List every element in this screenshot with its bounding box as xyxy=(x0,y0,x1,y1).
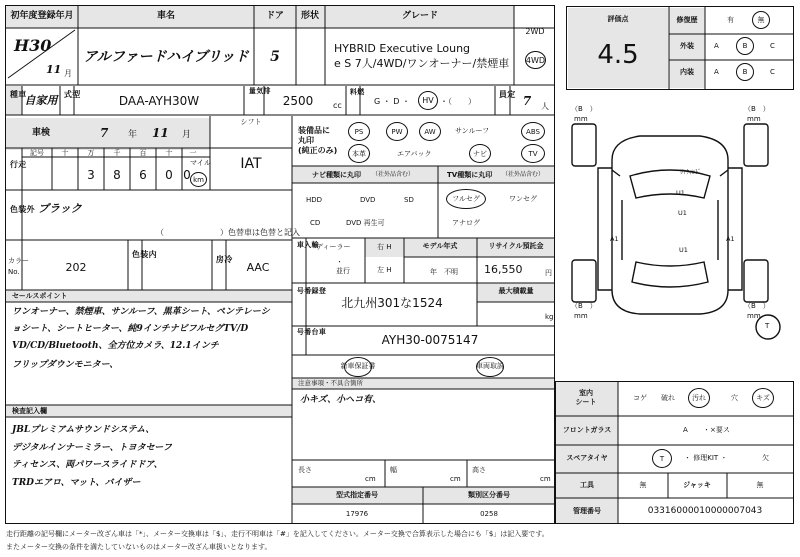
spare-t-circled xyxy=(652,449,672,468)
windshield-label: フロントガラス xyxy=(562,426,612,434)
tools-value: 無 xyxy=(639,481,647,489)
jack-label: ジャッキ xyxy=(683,481,711,489)
equip-abs-text: ABS xyxy=(526,127,540,136)
repair-yes: 有 xyxy=(727,16,734,24)
2wd-option: 2WD xyxy=(525,27,545,36)
equip-tv xyxy=(521,144,545,163)
first-reg-month-unit: 月 xyxy=(64,69,72,78)
equip-abs xyxy=(521,122,545,141)
sales-point-line: ョシート、シートヒーター、純9インチナビフルセグTV/D xyxy=(12,324,249,334)
fuel-options: G ・ D ・ xyxy=(374,97,410,106)
tire-label: （B ） xyxy=(571,105,597,113)
cc-unit: cc xyxy=(333,101,342,110)
persons-unit: 人 xyxy=(541,102,549,111)
damage-label: A1 xyxy=(610,235,619,243)
car-name: アルファードハイブリッド xyxy=(83,49,249,65)
shaken-month: 11 xyxy=(152,126,169,140)
score-label: 評価点 xyxy=(607,15,629,23)
type-no-label: 型式指定番号 xyxy=(336,491,378,499)
length-unit: cm xyxy=(365,475,376,483)
spare-t-text: T xyxy=(659,454,665,463)
seat-scratch-text: キズ xyxy=(756,394,770,402)
spare-label: スペアタイヤ xyxy=(566,454,608,462)
cooler-value: AAC xyxy=(246,261,270,274)
tv-oneseg: ワンセグ xyxy=(509,195,537,203)
recycle-fee: 16,550 xyxy=(484,263,523,276)
damage-label: U1 xyxy=(676,189,685,197)
reg-no-label: 登 録 番 号 xyxy=(296,287,327,294)
notes-value: 小キズ、小ヘコ有、 xyxy=(300,395,382,405)
mileage-digit: 0 xyxy=(183,168,191,182)
equip-pw-text: PW xyxy=(391,127,403,136)
tv-note: （社外品含む） xyxy=(502,171,545,178)
shift-value: IAT xyxy=(240,156,262,172)
repair-no-circled xyxy=(752,11,770,29)
chassis-label: 車 台 番 号 xyxy=(296,328,327,335)
model-year-unknown: 年 不明 xyxy=(430,268,458,276)
mileage-digit: 0 xyxy=(165,168,173,182)
navi-note: （社外品含む） xyxy=(372,171,415,178)
equip-ps xyxy=(348,122,370,141)
windshield-replace: ・×要ス xyxy=(703,426,730,434)
spare-tire-t: T xyxy=(765,322,770,330)
color-label: 外 装 色 xyxy=(9,205,36,213)
tire-label: （B ） xyxy=(744,105,770,113)
type-no-value: 17976 xyxy=(345,510,369,518)
shaken-month-unit: 月 xyxy=(182,130,192,140)
sales-point-line: フリップダウンモニター、 xyxy=(12,360,119,370)
yen-unit: 円 xyxy=(545,269,552,277)
notes-label: 注意事項・不具合箇所 xyxy=(298,379,363,387)
sales-points-label: セールスポイント xyxy=(12,292,68,300)
class-no-value: 0258 xyxy=(480,510,498,518)
inspection-line: ティセンス、両パワースライドドア、 xyxy=(12,460,163,470)
repair-no-text: 無 xyxy=(757,16,765,24)
new-guarantee: 新車保証書 xyxy=(340,362,376,370)
equip-ps-text: PS xyxy=(354,127,364,136)
4wd-option xyxy=(525,51,546,69)
first-reg-month: 11 xyxy=(46,63,62,76)
capacity-label: 定 員 xyxy=(498,90,516,98)
width-unit: cm xyxy=(450,475,461,483)
fuel-circled-text: HV xyxy=(422,96,434,105)
exterior-c: C xyxy=(770,42,775,50)
mgmt-label: 管理番号 xyxy=(573,507,601,515)
capacity-value: 7 xyxy=(522,94,532,108)
interior-b-text: B xyxy=(742,68,748,76)
km-circled-text: km xyxy=(193,175,204,184)
inspection-label: 検査記入欄 xyxy=(12,407,47,415)
shift-label: シフト xyxy=(240,118,262,126)
equip-navi-text: ナビ xyxy=(473,149,487,158)
height-label: 高さ xyxy=(472,466,486,474)
mileage-col-0: 記号 xyxy=(30,149,44,157)
shaken-label: 車検 xyxy=(32,128,51,138)
navi-cd: CD xyxy=(310,219,321,227)
parallel-option: ・ 並行 xyxy=(336,258,350,276)
equip-aw-text: AW xyxy=(424,127,436,136)
shape-label: 形状 xyxy=(300,11,320,21)
interior-label: 内装 xyxy=(680,68,694,76)
model-year-label: モデル年式 xyxy=(422,242,458,250)
inspection-line: デジタルインナーミラー、トヨタセーフ xyxy=(12,443,172,453)
equip-leather xyxy=(348,144,370,163)
damage-label: U1 xyxy=(678,209,687,217)
model-label: 型 式 xyxy=(63,90,81,98)
tire-unit: mm xyxy=(747,312,761,320)
mile-option: マイル xyxy=(190,159,211,167)
footer-note-1: 走行距離の記号欄にメーター改ざん車は「*」、メーター交換車は「$」、走行不明車は「#」を記入してください。メーター交換で合算表示した場合にも「$」は記入要です。 xyxy=(6,530,549,538)
equip-airbag: エアバック xyxy=(397,150,432,158)
km-circled xyxy=(190,172,207,187)
mileage-digit: 6 xyxy=(139,168,147,182)
height-unit: cm xyxy=(540,475,551,483)
first-reg-era: H30 xyxy=(14,36,52,55)
mileage-digit: 8 xyxy=(113,168,121,182)
import-label: 輸 入 車 xyxy=(296,241,320,248)
tools-label: 工具 xyxy=(580,481,594,489)
mgmt-value: 03316000010000007043 xyxy=(647,506,763,516)
model-value: DAA-AYH30W xyxy=(118,94,200,108)
jack-value: 無 xyxy=(756,481,764,489)
sales-point-line: VD/CD/Bluetooth、全方位カメラ、12.1インチ xyxy=(12,341,219,351)
4wd-option-text: 4WD xyxy=(525,55,546,65)
right-hand-option: 右 H xyxy=(377,243,392,251)
length-label: 長さ xyxy=(298,466,312,474)
repair-label: 修復歴 xyxy=(676,16,698,24)
exterior-label: 外装 xyxy=(680,42,694,50)
interior-color-label: 内 装 色 xyxy=(131,250,158,258)
cooler-label: 冷 房 xyxy=(215,255,233,263)
mileage-col-3: 千 xyxy=(113,149,121,157)
navi-sd: SD xyxy=(404,196,414,204)
score-value: 4.5 xyxy=(597,40,639,70)
sales-point-line: ワンオーナー、禁煙車、サンルーフ、黒革シート、ペンテレーシ xyxy=(12,307,270,317)
displacement-value: 2500 xyxy=(282,94,314,108)
seat-label: 室内 シート xyxy=(575,389,597,407)
mileage-col-5: 十 xyxy=(165,149,173,157)
footer-note-2: またメーター交換の条件を満たしていないものはメーター改ざん車扱いとなります。 xyxy=(6,543,272,551)
mileage-col-6: 一 xyxy=(189,149,197,157)
seat-scratch-circled xyxy=(752,388,774,408)
usage-label: 車 種 xyxy=(9,90,27,98)
interior-a: A xyxy=(714,68,719,76)
shaken-year-unit: 年 xyxy=(128,130,138,140)
max-load-label: 最大積載量 xyxy=(498,287,534,295)
displacement-label: 排 気 量 xyxy=(248,87,272,94)
equip-pw xyxy=(386,122,408,141)
car-name-label: 車名 xyxy=(156,11,176,21)
seat-opt: コゲ xyxy=(633,394,647,402)
interior-c: C xyxy=(770,68,775,76)
tv-title: TV種類に丸印 xyxy=(447,171,493,179)
tire-unit: mm xyxy=(747,115,761,123)
mileage-col-1: 十 xyxy=(61,149,69,157)
reg-no-value: 北九州301な1524 xyxy=(341,296,443,310)
tire-unit: mm xyxy=(574,115,588,123)
spare-missing: 欠 xyxy=(762,454,769,462)
color-no-value: 202 xyxy=(65,261,87,274)
fuel-circled xyxy=(418,91,438,110)
tv-fullseg-text: フルセグ xyxy=(452,195,480,203)
seat-opt: 破れ xyxy=(661,394,675,402)
color-value: ブラック xyxy=(38,202,82,215)
equip-navi xyxy=(469,144,491,163)
kg-unit: kg xyxy=(545,313,554,321)
seat-dirt-text: 汚れ xyxy=(692,394,706,402)
exterior-a: A xyxy=(714,42,719,50)
tv-analog: アナログ xyxy=(452,219,480,227)
damage-label: A1 xyxy=(726,235,735,243)
fuel-label: 燃 料 xyxy=(349,88,365,95)
inspection-line: JBLプレミアムサウンドシステム、 xyxy=(12,425,155,435)
equip-aw xyxy=(419,122,441,141)
door-label: ドア xyxy=(266,11,284,21)
grade-label: グレード xyxy=(401,11,439,21)
class-no-label: 類別区分番号 xyxy=(468,491,510,499)
equip-leather-text: 本革 xyxy=(352,149,366,158)
equip-sunroof: サンルーフ xyxy=(455,127,490,135)
navi-dvd: DVD xyxy=(360,196,376,204)
navi-hdd: HDD xyxy=(306,196,323,204)
damage-label: U1 xyxy=(679,246,688,254)
grade-line1: HYBRID Executive Loung xyxy=(334,42,471,55)
tv-fullseg xyxy=(446,189,486,209)
damage-label: ﾘﾔｳｨﾝﾄﾞ xyxy=(680,169,702,176)
exterior-b-circled xyxy=(736,37,754,55)
interior-b-circled xyxy=(736,63,754,81)
usage-value: 自家用 xyxy=(24,94,58,107)
navi-title: ナビ種類に丸印 xyxy=(312,171,361,179)
recycle-label: リサイクル預託金 xyxy=(488,242,544,250)
width-label: 幅 xyxy=(390,466,397,474)
shaken-year: 7 xyxy=(100,126,109,140)
mileage-digit: 3 xyxy=(87,168,95,182)
seat-opt: 穴 xyxy=(731,394,738,402)
mileage-col-4: 百 xyxy=(139,149,147,157)
tire-label: （B ） xyxy=(571,302,597,310)
grade-line2: e S 7人/4WD/ワンオーナー/禁煙車 xyxy=(334,57,510,70)
equip-tv-text: TV xyxy=(528,149,538,158)
tire-label: （B ） xyxy=(744,302,770,310)
exterior-b-text: B xyxy=(742,42,748,50)
equipment-label: 装備品に 丸印 (純正のみ) xyxy=(298,126,338,155)
fuel-paren: ・（ ） xyxy=(440,97,476,106)
color-no-label: カラー No. xyxy=(8,257,29,276)
inspection-line: TRDエアロ、マット、バイザー xyxy=(12,478,141,488)
mileage-col-2: 万 xyxy=(87,149,95,157)
record-book: 車両取説 xyxy=(476,362,504,370)
tire-unit: mm xyxy=(574,312,588,320)
first-reg-label: 初年度登録年月 xyxy=(10,11,74,21)
spare-repair-kit: ・ 修理KIT ・ xyxy=(684,454,728,462)
windshield-a: A xyxy=(683,426,688,434)
navi-dvd-play: DVD 再生可 xyxy=(346,219,385,227)
chassis-value: AYH30-0075147 xyxy=(381,333,479,347)
doors: 5 xyxy=(270,49,280,65)
color-note: （ ）色替車は色替と記入 xyxy=(156,228,300,237)
mileage-label: 走 行 xyxy=(9,160,27,168)
left-hand-option: 左 H xyxy=(377,266,392,274)
dealer-option: ディーラー xyxy=(316,243,351,251)
seat-dirt-circled xyxy=(688,388,710,408)
